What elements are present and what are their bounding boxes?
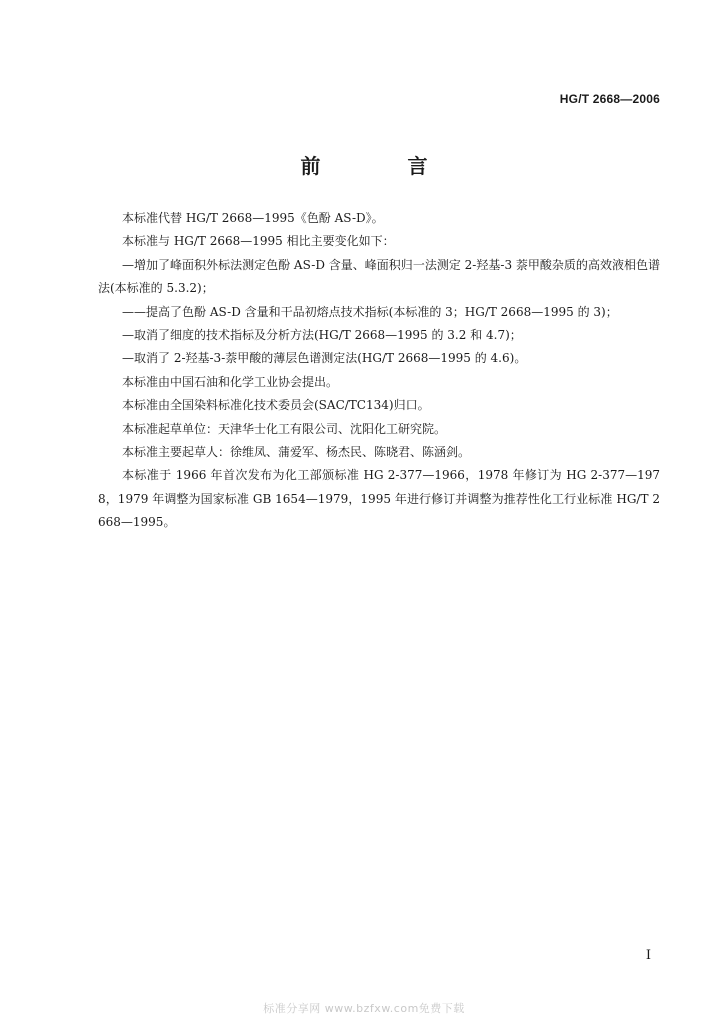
list-item: ——提高了色酚 AS-D 含量和干品初熔点技术指标(本标准的 3；HG/T 2668—1995 的 3)； xyxy=(122,304,618,319)
paragraph: 本标准由全国染料标准化技术委员会(SAC/TC134)归口。 xyxy=(122,398,430,413)
standard-code: HG/T 2668—2006 xyxy=(559,92,660,106)
list-item: —取消了细度的技术指标及分析方法(HG/T 2668—1995 的 3.2 和 4.7)； xyxy=(122,328,522,343)
list-item: —增加了峰面积外标法测定色酚 AS-D 含量、峰面积归一法测定 2-羟基-3 萘甲酸杂质的高效液相色谱法(本标准的 5.3.2)； xyxy=(98,257,660,296)
page-title: 前 言 xyxy=(300,154,468,178)
paragraph: 本标准起草单位：天津华士化工有限公司、沈阳化工研究院。 xyxy=(122,421,447,436)
foreword-body xyxy=(98,207,660,535)
page-number: I xyxy=(645,948,651,963)
paragraph: 本标准由中国石油和化学工业协会提出。 xyxy=(122,374,339,389)
paragraph: 本标准于 1966 年首次发布为化工部颁标准 HG 2-377—1966，1978 年修订为 HG 2-377—1978，1979 年调整为国家标准 GB 1654—1979，1995 年进行修订并调整为推荐性化工行业标准 HG/T 2668—1995。 xyxy=(98,468,660,530)
paragraph: 本标准与 HG/T 2668—1995 相比主要变化如下： xyxy=(122,234,395,249)
footer-watermark: 标准分享网 www.bzfxw.com免费下载 xyxy=(263,1002,465,1015)
list-item: —取消了 2-羟基-3-萘甲酸的薄层色谱测定法(HG/T 2668—1995 的 4.6)。 xyxy=(122,351,527,366)
paragraph: 本标准主要起草人：徐维凤、蒲爱军、杨杰民、陈晓君、陈涵剑。 xyxy=(122,445,471,460)
paragraph: 本标准代替 HG/T 2668—1995《色酚 AS-D》。 xyxy=(122,211,384,225)
